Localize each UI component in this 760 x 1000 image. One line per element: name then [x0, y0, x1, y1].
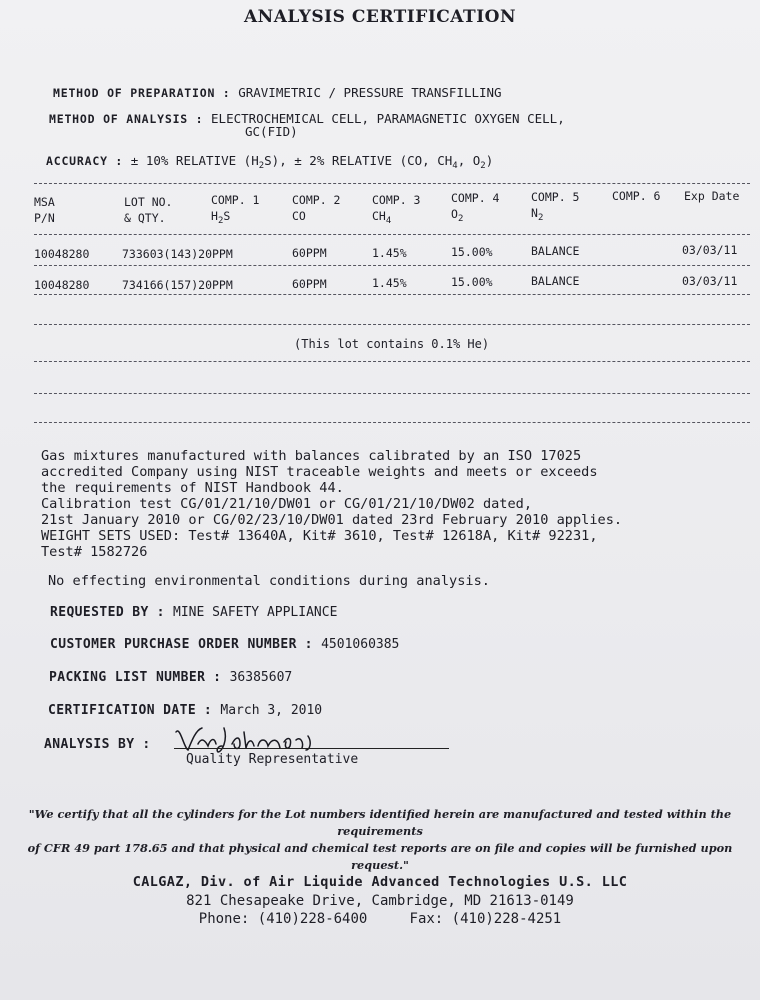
- header-comp3: COMP. 3: [372, 193, 421, 207]
- paragraph-line: Gas mixtures manufactured with balances calibrated by an ISO 17025: [41, 448, 582, 464]
- cell-msa-pn: 10048280: [34, 278, 90, 292]
- header-co: CO: [292, 209, 306, 223]
- cell-exp-date: 03/03/11: [682, 243, 738, 257]
- lot-note: (This lot contains 0.1% He): [294, 337, 490, 351]
- header-lot: LOT NO.: [124, 195, 173, 209]
- cell-comp5: BALANCE: [531, 244, 580, 258]
- cert-date-label: CERTIFICATION DATE: [48, 703, 197, 718]
- accuracy-line: ACCURACY : ± 10% RELATIVE $(H_2S)$, ± 2% RELATIVE (CO, $CH_4$, $O_2$): [46, 153, 494, 171]
- signature-line: [174, 748, 449, 749]
- divider: [34, 324, 750, 325]
- paragraph-line: Test# 1582726: [41, 544, 148, 560]
- handwritten-signature: [172, 722, 322, 756]
- certification-date: CERTIFICATION DATE : March 3, 2010: [48, 703, 323, 718]
- method-of-analysis: METHOD OF ANALYSIS : ELECTROCHEMICAL CELL, PARAMAGNETIC OXYGEN CELL,: [49, 111, 565, 126]
- statement-line: "We certify that all the cylinders for the Lot numbers identified herein are manufactured and tested within the requirements: [28, 807, 732, 838]
- analysis-by: ANALYSIS BY :: [44, 737, 151, 752]
- divider: [34, 265, 750, 266]
- document-title: ANALYSIS CERTIFICATION: [243, 7, 517, 27]
- prep-label: METHOD OF PREPARATION: [53, 86, 216, 100]
- requested-by-label: REQUESTED BY: [50, 605, 149, 620]
- analysis-value-line1: ELECTROCHEMICAL CELL, PARAMAGNETIC OXYGEN CELL,: [211, 111, 565, 126]
- header-pn: P/N: [34, 211, 55, 225]
- divider: [34, 294, 750, 295]
- po-label: CUSTOMER PURCHASE ORDER NUMBER: [50, 637, 297, 652]
- cell-msa-pn: 10048280: [34, 247, 90, 261]
- paragraph-line: accredited Company using NIST traceable weights and meets or exceeds: [41, 464, 598, 480]
- paragraph-line: the requirements of NIST Handbook 44.: [41, 480, 344, 496]
- packing-list-value: 36385607: [229, 670, 293, 685]
- po-value: 4501060385: [321, 637, 400, 652]
- prep-value: GRAVIMETRIC / PRESSURE TRANSFILLING: [238, 85, 502, 100]
- company-contact: [0, 911, 760, 927]
- header-comp2: COMP. 2: [292, 193, 341, 207]
- header-comp1: COMP. 1: [211, 193, 260, 207]
- header-ch4: $CH_4$: [372, 209, 392, 226]
- header-qty: & QTY.: [124, 211, 166, 225]
- statement-line: of CFR 49 part 178.65 and that physical and chemical test reports are on file and copies will be furnished upon request.": [27, 841, 733, 872]
- divider: [34, 183, 750, 184]
- cell-comp3: 1.45%: [372, 276, 407, 290]
- cell-exp-date: 03/03/11: [682, 274, 738, 288]
- requested-by: REQUESTED BY : MINE SAFETY APPLIANCE: [50, 605, 338, 620]
- divider: [34, 393, 750, 394]
- cell-comp4: 15.00%: [451, 245, 493, 259]
- divider: [34, 422, 750, 423]
- paragraph-line: 21st January 2010 or CG/02/23/10/DW01 dated 23rd February 2010 applies.: [41, 512, 623, 528]
- company-phone: Phone: (410)228-6400: [198, 911, 368, 927]
- header-n2: $N_2$: [531, 206, 544, 223]
- accuracy-label: ACCURACY: [46, 154, 108, 168]
- header-comp6: COMP. 6: [612, 189, 661, 203]
- packing-list-label: PACKING LIST NUMBER: [49, 670, 206, 685]
- header-comp4: COMP. 4: [451, 191, 500, 205]
- method-of-preparation: METHOD OF PREPARATION : GRAVIMETRIC / PRESSURE TRANSFILLING: [53, 85, 502, 100]
- cell-lot-qty-comp1: 733603(143)20PPM: [122, 247, 233, 261]
- cell-comp5: BALANCE: [531, 274, 580, 288]
- cell-comp4: 15.00%: [451, 275, 493, 289]
- paragraph-line: WEIGHT SETS USED: Test# 13640A, Kit# 3610, Test# 12618A, Kit# 92231,: [41, 528, 598, 544]
- certification-statement: [22, 806, 738, 874]
- cell-lot-qty-comp1: 734166(157)20PPM: [122, 278, 233, 292]
- company-address: 821 Chesapeake Drive, Cambridge, MD 21613-0149: [186, 893, 574, 909]
- cert-date-value: March 3, 2010: [220, 703, 323, 718]
- company-fax: Fax: (410)228-4251: [409, 911, 562, 927]
- header-msa: MSA: [34, 195, 55, 209]
- purchase-order: CUSTOMER PURCHASE ORDER NUMBER : 4501060385: [50, 637, 400, 652]
- environment-statement: No effecting environmental conditions during analysis.: [48, 573, 490, 589]
- divider: [34, 361, 750, 362]
- header-h2s: $H_2S$: [211, 209, 231, 226]
- accuracy-value: ± 10% RELATIVE $(H_2S)$, ± 2% RELATIVE (CO, $CH_4$, $O_2$): [130, 153, 494, 171]
- calibration-paragraph: [41, 448, 622, 560]
- packing-list: PACKING LIST NUMBER : 36385607: [49, 670, 293, 685]
- requested-by-value: MINE SAFETY APPLIANCE: [173, 605, 338, 620]
- header-exp-date: Exp Date: [684, 189, 740, 203]
- header-comp5: COMP. 5: [531, 190, 580, 204]
- company-name: CALGAZ, Div. of Air Liquide Advanced Technologies U.S. LLC: [132, 874, 628, 890]
- analysis-label: METHOD OF ANALYSIS: [49, 112, 189, 126]
- cell-comp3: 1.45%: [372, 246, 407, 260]
- divider: [34, 234, 750, 235]
- cell-comp2: 60PPM: [292, 246, 327, 260]
- analysis-by-label: ANALYSIS BY: [44, 737, 135, 752]
- paragraph-line: Calibration test CG/01/21/10/DW01 or CG/01/21/10/DW02 dated,: [41, 496, 533, 512]
- cell-comp2: 60PPM: [292, 277, 327, 291]
- signer-role: Quality Representative: [186, 752, 359, 767]
- header-o2: $O_2$: [451, 207, 464, 224]
- analysis-value-line2: GC(FID): [245, 124, 298, 139]
